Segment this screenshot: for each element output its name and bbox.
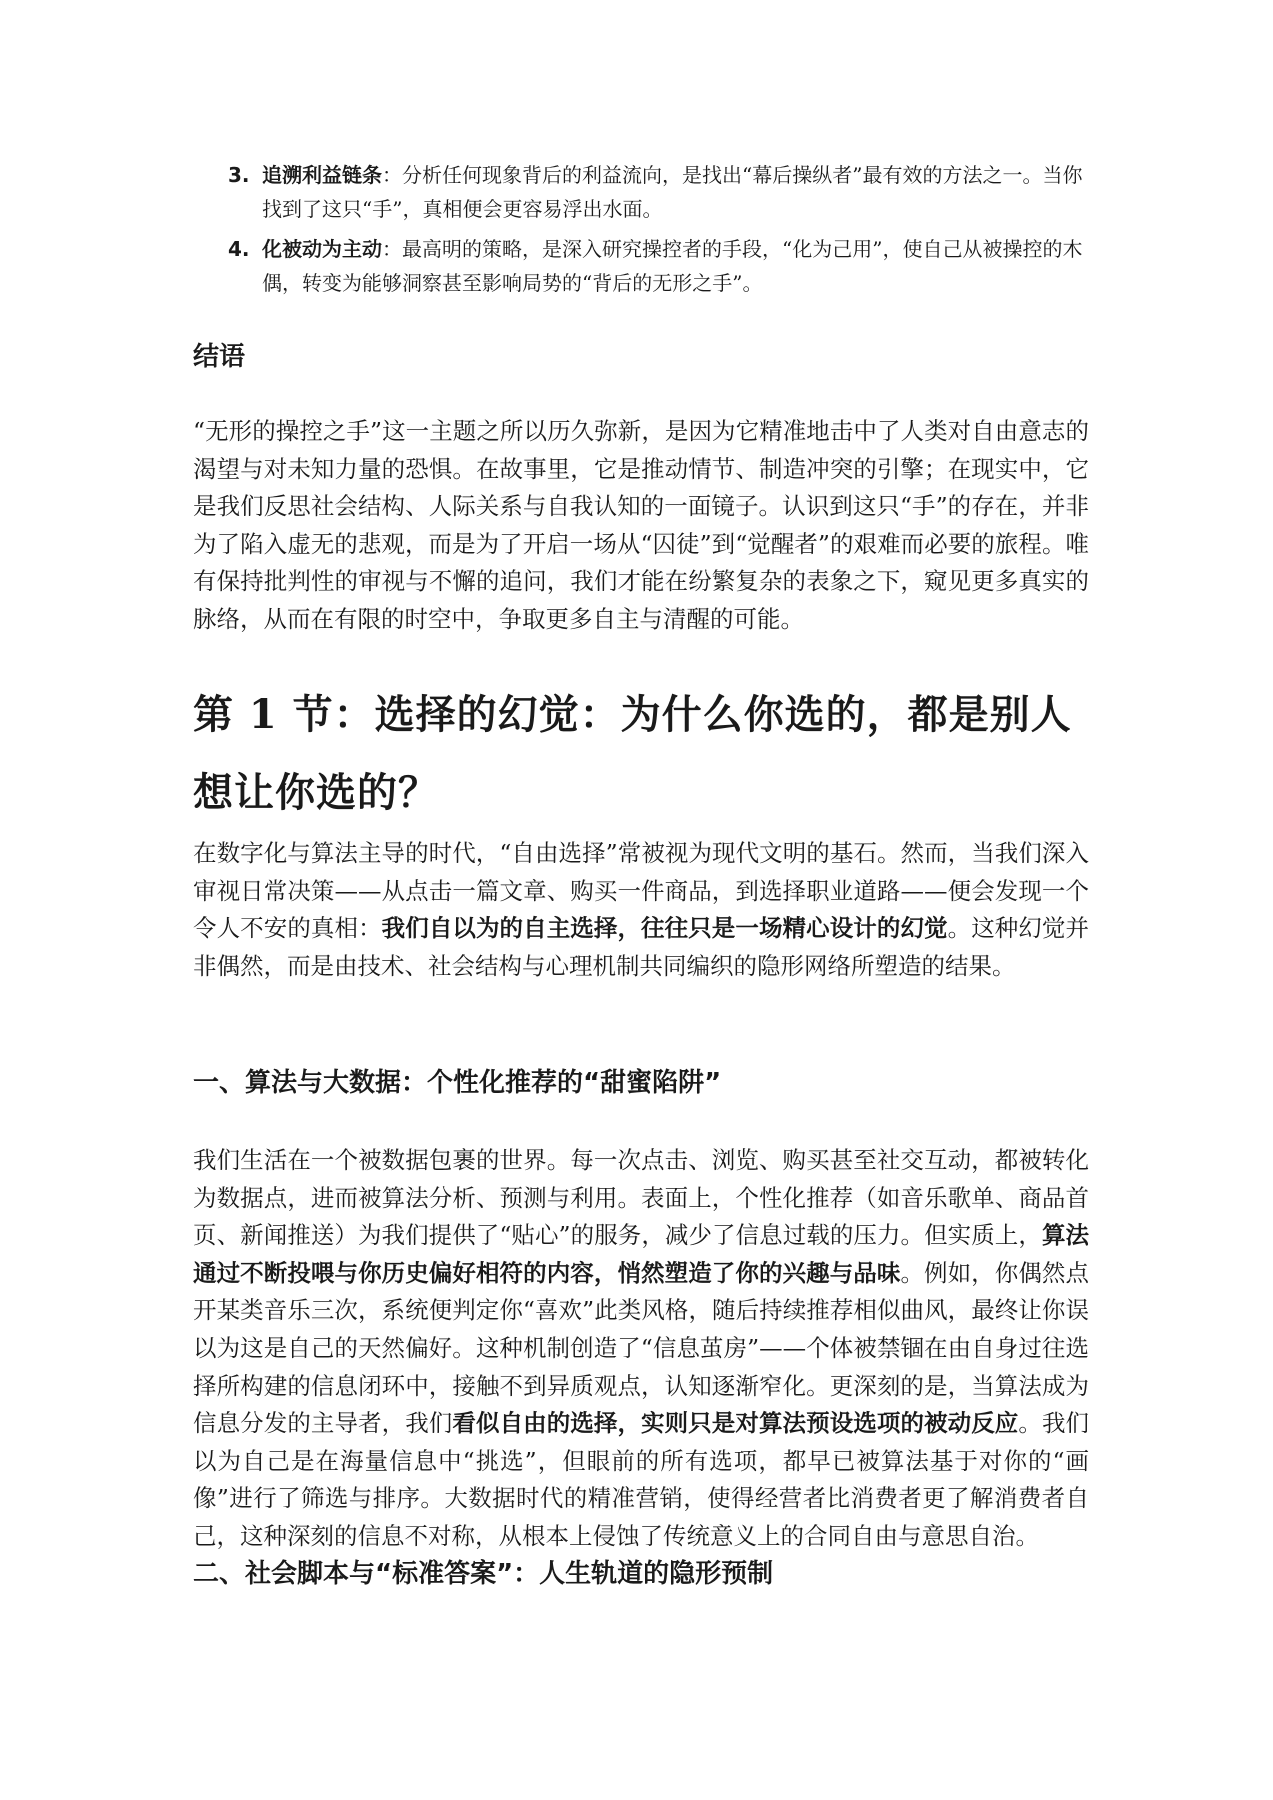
list-item-text: ：最高明的策略，是深入研究操控者的手段，“化为己用”，使自己从被操控的木偶，转变为能够洞察甚至影响局势的“背后的无形之手”。 — [262, 237, 1083, 295]
subsection-heading-2: 二、社会脚本与“标准答案”：人生轨道的隐形预制 — [193, 1559, 774, 1589]
intro-emphasis: 我们自以为的自主选择，往往只是一场精心设计的幻觉 — [381, 914, 948, 943]
numbered-list — [228, 158, 1086, 306]
list-number: 3. — [228, 163, 250, 187]
list-item — [228, 232, 1086, 300]
conclusion-paragraph: “无形的操控之手”这一主题之所以历久弥新，是因为它精准地击中了人类对自由意志的渴望与对未知力量的恐惧。在故事里，它是推动情节、制造冲突的引擎；在现实中，它是我们反思社会结构、人际关系与自我认知的一面镜子。认识到这只“手”的存在，并非为了陷入虚无的悲观，而是为了开启一场从“囚徒”到“觉醒者”的艰难而必要的旅程。唯有保持批判性的审视与不懈的追问，我们才能在纷繁复杂的表象之下，窥见更多真实的脉络，从而在有限的时空中，争取更多自主与清醒的可能。 — [193, 417, 1089, 633]
section-title: 第 1 节：选择的幻觉：为什么你选的，都是别人想让你选的？ — [193, 691, 1072, 816]
list-item-lead: 化被动为主动 — [262, 237, 382, 261]
paragraph-emphasis: 算法通过不断投喂与你历史偏好相符的内容，悄然塑造了你的兴趣与品味 — [193, 1221, 1090, 1287]
list-number: 4. — [228, 237, 250, 261]
intro-text: 在数字化与算法主导的时代，“自由选择”常被视为现代文明的基石。然而，当我们深入审视日常决策——从点击一篇文章、购买一件商品，到选择职业道路——便会发现一个令人不安的真相： — [193, 839, 1089, 943]
section-intro-paragraph — [193, 835, 1089, 985]
conclusion-heading: 结语 — [193, 342, 246, 372]
paragraph-text: 。例如，你偶然点开某类音乐三次，系统便判定你“喜欢”此类风格，随后持续推荐相似曲风，最终让你误以为这是自己的天然偏好。这种机制创造了“信息茧房”——个体被禁锢在由自身过往选择所构建的信息闭环中，接触不到异质观点，认知逐渐窄化。更深刻的是，当算法成为信息分发的主导者，我们 — [193, 1258, 1090, 1438]
intro-text: 。这种幻觉并非偶然，而是由技术、社会结构与心理机制共同编织的隐形网络所塑造的结果。 — [193, 914, 1090, 980]
paragraph-text: 。我们以为自己是在海量信息中“挑选”，但眼前的所有选项，都早已被算法基于对你的“画像”进行了筛选与排序。大数据时代的精准营销，使得经营者比消费者更了解消费者自己，这种深刻的信息不对称，从根本上侵蚀了传统意义上的合同自由与意思自治。 — [193, 1409, 1090, 1550]
paragraph-emphasis: 看似自由的选择，实则只是对算法预设选项的被动反应 — [452, 1409, 1019, 1438]
list-item-lead: 追溯利益链条 — [262, 163, 382, 187]
list-item-text: ：分析任何现象背后的利益流向，是找出“幕后操纵者”最有效的方法之一。当你找到了这只“手”，真相便会更容易浮出水面。 — [262, 163, 1083, 221]
list-item — [228, 158, 1086, 226]
subsection-heading-1: 一、算法与大数据：个性化推荐的“甜蜜陷阱” — [193, 1068, 722, 1098]
subsection-1-paragraph — [193, 1142, 1089, 1556]
paragraph-text: 我们生活在一个被数据包裹的世界。每一次点击、浏览、购买甚至社交互动，都被转化为数据点，进而被算法分析、预测与利用。表面上，个性化推荐（如音乐歌单、商品首页、新闻推送）为我们提供了“贴心”的服务，减少了信息过载的压力。但实质上， — [193, 1146, 1089, 1250]
